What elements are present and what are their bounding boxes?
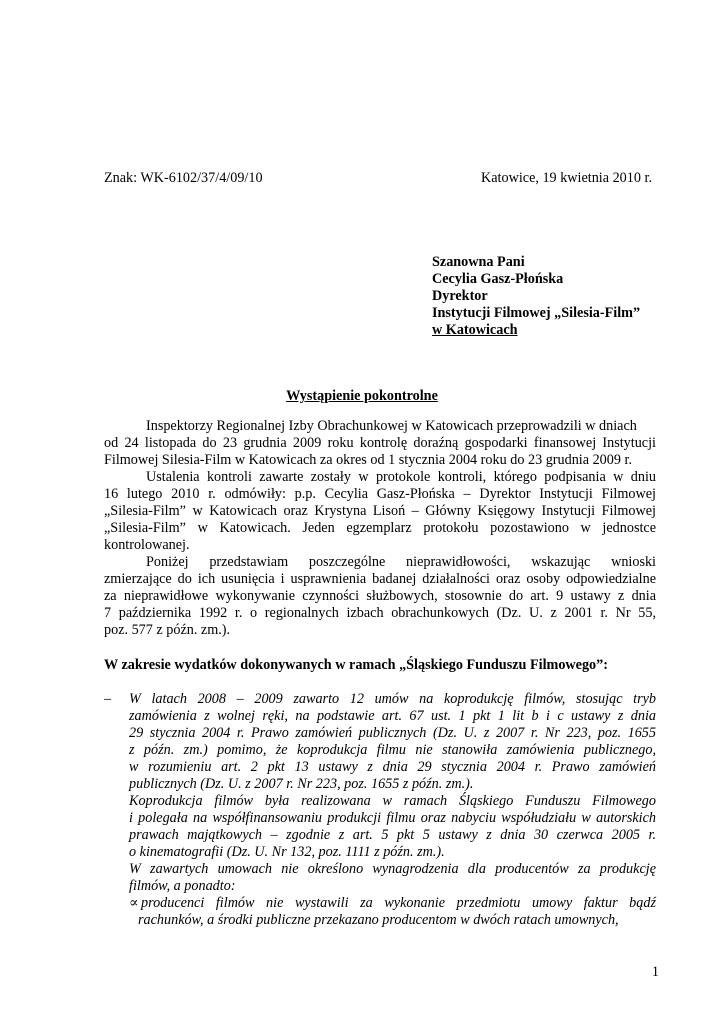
text-line: filmów, a ponadto:	[129, 878, 236, 894]
sub-bullet-symbol: ∝	[129, 895, 139, 911]
text-line: „Silesia-Film” w Katowicach. Jeden egzemplarz protokołu pozostawiono w jednostce	[104, 520, 656, 536]
text-line: zmierzające do ich usunięcia i usprawnienia badanej działalności oraz osoby odpowiedzialne	[104, 571, 656, 587]
text-line: od 24 listopada do 23 grudnia 2009 roku kontrolę doraźną gospodarki finansowej Instytucji	[104, 435, 656, 451]
text-line: i polegała na współfinansowaniu produkcji filmu oraz nabyciu współudziału w autorskich	[129, 810, 656, 826]
text-line: kontrolowanej.	[104, 537, 190, 553]
text-line: 7 października 1992 r. o regionalnych izbach obrachunkowych (Dz. U. z 2001 r. Nr 55,	[104, 605, 656, 621]
addressee-position: Dyrektor	[432, 288, 488, 304]
text-line: Filmowej Silesia-Film w Katowicach za okres od 1 stycznia 2004 roku do 23 grudnia 2009 r.	[104, 452, 632, 468]
text-line: w rozumieniu art. 2 pkt 13 ustawy z dnia 29 stycznia 2004 r. Prawo zamówień	[129, 759, 656, 775]
addressee-name: Cecylia Gasz-Płońska	[432, 271, 564, 287]
text-line: 16 lutego 2010 r. odmówiły: p.p. Cecylia Gasz-Płońska – Dyrektor Instytucji Filmowej	[104, 486, 656, 502]
text-line: Poniżej przedstawiam poszczególne nieprawidłowości, wskazując wnioski	[146, 554, 656, 570]
document-title: Wystąpienie pokontrolne	[286, 388, 438, 404]
text-line: „Silesia-Film” w Katowicach oraz Krystyna Lisoń – Główny Księgowy Instytucji Filmowej	[104, 503, 656, 519]
text-line: z późn. zm.) pomimo, że koprodukcja filmu nie stanowiła zamówienia publicznego,	[129, 742, 656, 758]
bullet-dash: –	[104, 691, 112, 707]
addressee-institution: Instytucji Filmowej „Silesia-Film”	[432, 305, 641, 321]
text-line: W latach 2008 – 2009 zawarto 12 umów na koprodukcję filmów, stosując tryb	[129, 691, 656, 707]
text-line: rachunków, a środki publiczne przekazano producentom w dwóch ratach umownych,	[138, 912, 619, 928]
text-line: zamówienia z wolnej ręki, na podstawie art. 67 ust. 1 pkt 1 lit b i c ustawy z dnia	[129, 708, 656, 724]
place-date: Katowice, 19 kwietnia 2010 r.	[481, 170, 652, 186]
text-line: o kinematografii (Dz. U. Nr 132, poz. 1111 z późn. zm.).	[129, 844, 445, 860]
section-heading: W zakresie wydatków dokonywanych w ramach „Śląskiego Funduszu Filmowego”:	[104, 657, 608, 673]
text-line: Koprodukcja filmów była realizowana w ramach Śląskiego Funduszu Filmowego	[129, 793, 656, 809]
text-line: Inspektorzy Regionalnej Izby Obrachunkowej w Katowicach przeprowadzili w dniach	[146, 418, 637, 434]
text-line: za nieprawidłowe wykonywanie czynności służbowych, stosownie do art. 9 ustawy z dnia	[104, 588, 656, 604]
text-line: prawach majątkowych – zgodnie z art. 5 pkt 5 ustawy z dnia 30 czerwca 2005 r.	[129, 827, 656, 843]
page-number: 1	[651, 964, 659, 980]
text-line: 29 stycznia 2004 r. Prawo zamówień publicznych (Dz. U. z 2007 r. Nr 223, poz. 1655	[129, 725, 656, 741]
text-line: producenci filmów nie wystawili za wykonanie przedmiotu umowy faktur bądź	[141, 895, 656, 911]
reference-number: Znak: WK-6102/37/4/09/10	[104, 170, 263, 186]
addressee-city: w Katowicach	[432, 322, 518, 338]
text-line: Ustalenia kontroli zawarte zostały w protokole kontroli, którego podpisania w dniu	[146, 469, 656, 485]
addressee-salutation: Szanowna Pani	[432, 254, 525, 270]
text-line: W zawartych umowach nie określono wynagrodzenia dla producentów za produkcję	[129, 861, 656, 877]
text-line: publicznych (Dz. U. z 2007 r. Nr 223, poz. 1655 z późn. zm.).	[129, 776, 474, 792]
text-line: poz. 577 z późn. zm.).	[104, 622, 231, 638]
